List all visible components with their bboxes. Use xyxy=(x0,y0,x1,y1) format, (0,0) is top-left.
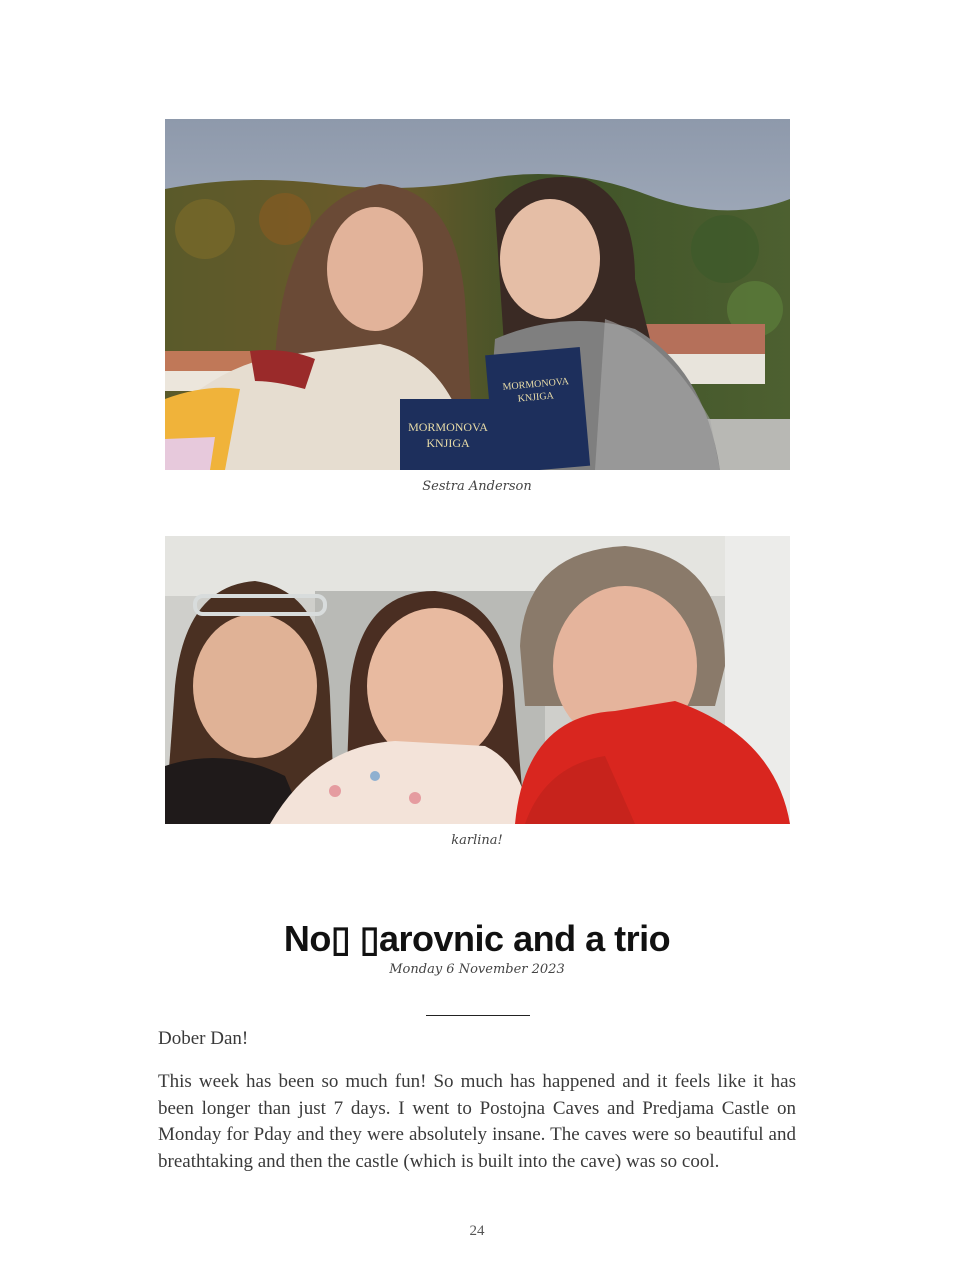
photo-caption-sestra-anderson: Sestra Anderson xyxy=(422,479,532,494)
page-number: 24 xyxy=(469,1223,485,1239)
book-title-line2: KNJIGA xyxy=(426,436,470,450)
section-divider xyxy=(426,1015,530,1016)
photo-three-women-image xyxy=(165,536,790,824)
book2-title-line2: KNJIGA xyxy=(517,390,555,405)
book-title-line1: MORMONOVA xyxy=(408,420,488,434)
article-paragraph: This week has been so much fun! So much has happened and it feels like it has been longer than just 7 days. I went to Postojna Caves and Predjama Castle on Monday for Pday and they were absolutely insane. The caves were so beautiful and breathtaking and then the castle (which is built into the cave) was so cool. xyxy=(158,1071,796,1172)
photo-caption-karlina: karlina! xyxy=(451,833,503,848)
photo-missionaries-image xyxy=(165,119,790,470)
book2-title-line1: MORMONOVA xyxy=(502,376,570,393)
article-title: No▯ ▯arovnic and a trio xyxy=(283,918,671,959)
article-date: Monday 6 November 2023 xyxy=(389,962,565,977)
photo-three-women xyxy=(165,536,790,824)
article-greeting: Dober Dan! xyxy=(158,1028,249,1049)
photo-missionaries-balcony xyxy=(165,119,790,470)
